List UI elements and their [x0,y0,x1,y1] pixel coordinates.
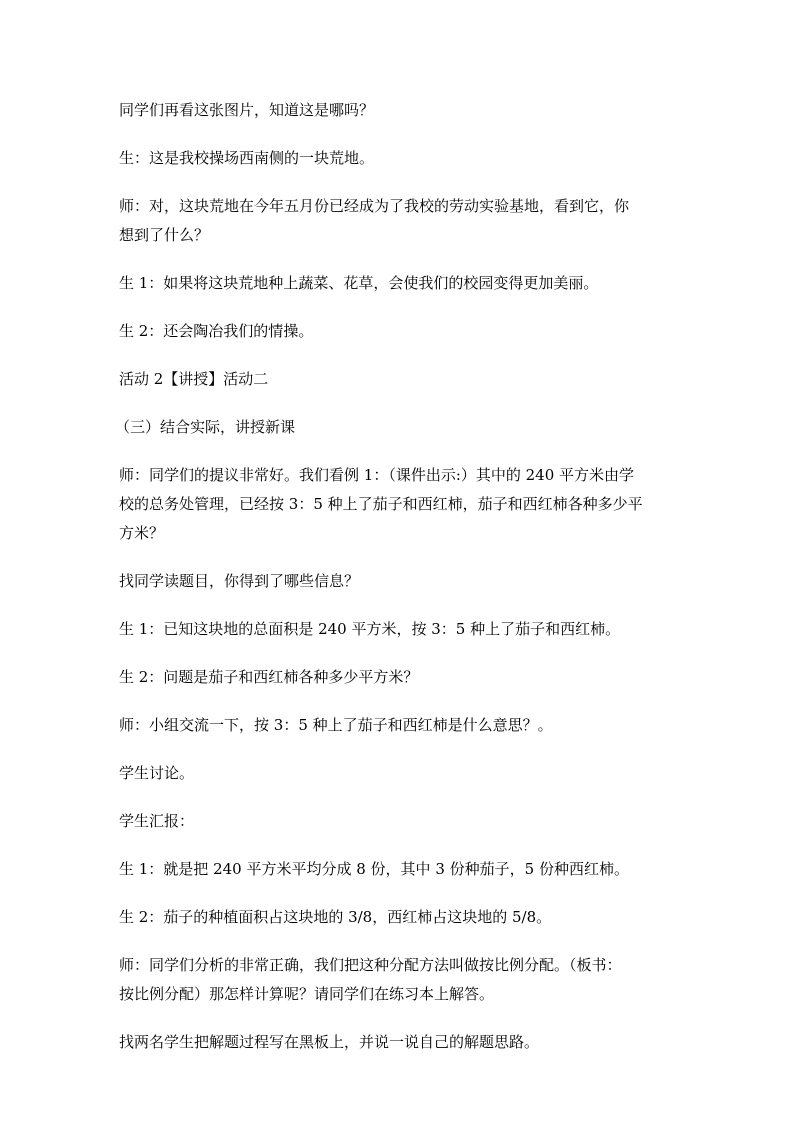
text-line: 师：对，这块荒地在今年五月份已经成为了我校的劳动实验基地，看到它，你 [119,197,630,215]
paragraph [119,461,681,548]
paragraph [119,711,681,740]
text-line: 方米？ [119,524,165,542]
text-line: （三）结合实际，讲授新课 [115,418,296,436]
paragraph [119,567,681,596]
text-line: 师：同学们分析的非常正确，我们把这种分配方法叫做按比例分配。（板书： [119,956,622,974]
text-line: 生 2：还会陶冶我们的情操。 [119,322,314,340]
section-heading [115,413,681,442]
text-line: 找同学读题目，你得到了哪些信息？ [119,572,360,590]
paragraph [119,903,681,932]
text-line: 生：这是我校操场西南侧的一块荒地。 [119,149,375,167]
text-line: 按比例分配）那怎样计算呢？请同学们在练习本上解答。 [119,985,495,1003]
paragraph [119,663,681,692]
paragraph [119,269,681,298]
text-line: 生 1：如果将这块荒地种上蔬菜、花草，会使我们的校园变得更加美丽。 [119,274,599,292]
text-line: 师：小组交流一下，按 3：5 种上了茄子和西红柿是什么意思？。 [119,716,553,734]
text-line: 生 2：茄子的种植面积占这块地的 3/8，西红柿占这块地的 5/8。 [119,908,552,926]
text-line: 学生汇报： [119,812,195,830]
paragraph [119,855,681,884]
paragraph [119,144,681,173]
paragraph [119,96,681,125]
text-line: 同学们再看这张图片，知道这是哪吗？ [119,101,375,119]
text-line: 活动 2【讲授】活动二 [119,370,269,388]
text-line: 生 1：已知这块地的总面积是 240 平方米，按 3：5 种上了茄子和西红柿。 [119,620,621,638]
text-line: 师：同学们的提议非常好。我们看例 1：（课件出示:）其中的 240 平方米由学 [119,466,635,484]
paragraph [119,759,681,788]
text-line: 想到了什么？ [119,226,210,244]
text-line: 找两名学生把解题过程写在黑板上，并说一说自己的解题思路。 [119,1033,540,1051]
paragraph [119,807,681,836]
text-line: 学生讨论。 [119,764,195,782]
paragraph [119,615,681,644]
text-line: 校的总务处管理，已经按 3：5 种上了茄子和西红柿，茄子和西红柿各种多少平 [119,495,643,513]
text-line: 生 2：问题是茄子和西红柿各种多少平方米？ [119,668,419,686]
paragraph [119,1028,681,1057]
text-line: 生 1：就是把 240 平方米平均分成 8 份，其中 3 份种茄子，5 份种西红柿。 [119,860,629,878]
document-body [115,96,681,1076]
paragraph [119,192,681,250]
paragraph [119,951,681,1009]
paragraph [119,317,681,346]
activity-heading [119,365,681,394]
